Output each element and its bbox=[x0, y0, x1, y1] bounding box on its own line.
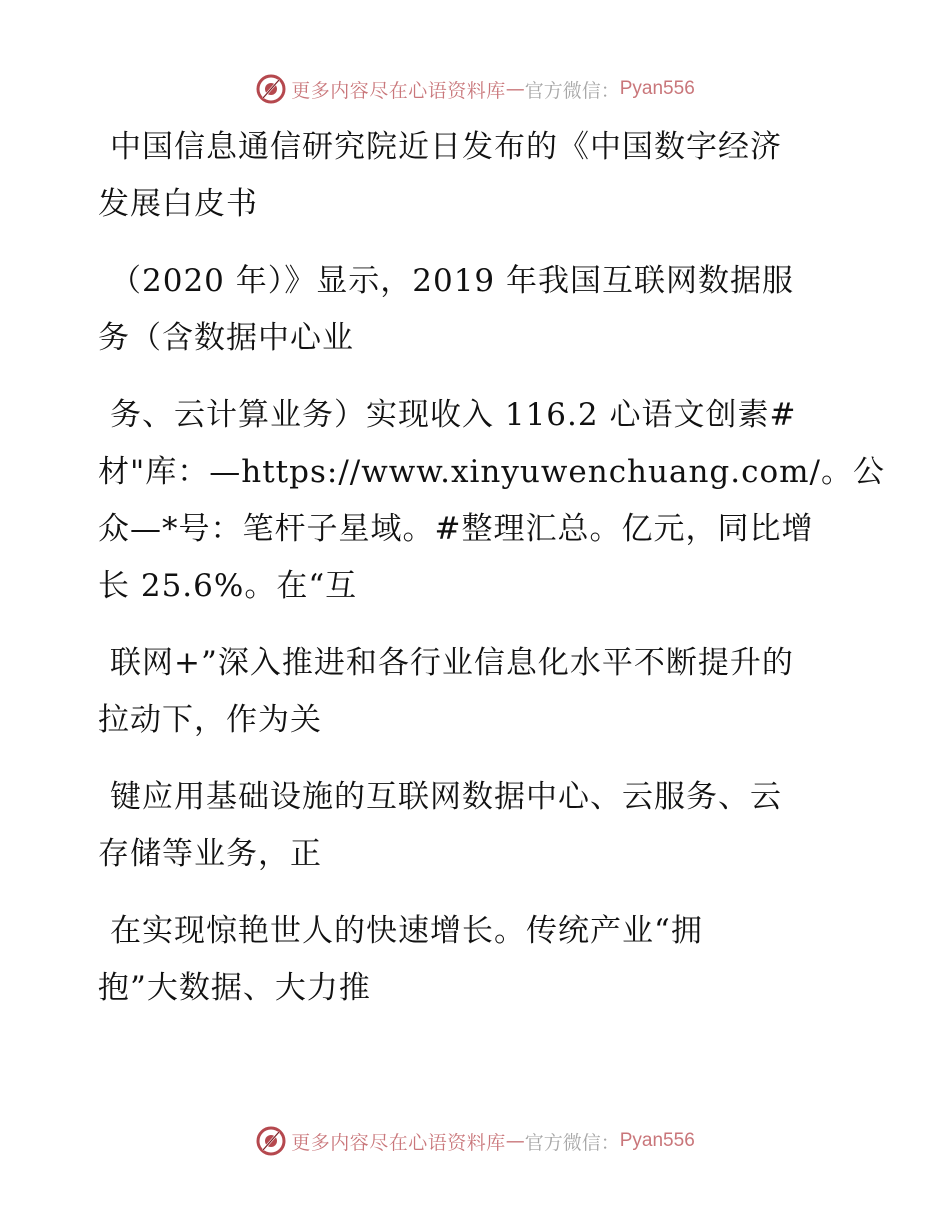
page-header-watermark bbox=[0, 72, 950, 106]
watermark-separator: — bbox=[505, 1130, 525, 1152]
watermark-wechat-id: Pyan556 bbox=[619, 1130, 695, 1151]
page-footer-watermark bbox=[0, 1124, 950, 1158]
text-line: 务、云计算业务）实现收入 116.2 心语文创素# bbox=[110, 397, 797, 433]
text-line: 中国信息通信研究院近日发布的《中国数字经济 bbox=[110, 129, 782, 165]
paragraph-5 bbox=[98, 774, 868, 888]
brand-logo-icon bbox=[255, 1125, 287, 1157]
text-line: 联网+”深入推进和各行业信息化水平不断提升的 bbox=[110, 645, 794, 681]
paragraph-6 bbox=[98, 908, 868, 1022]
text-line: 长 25.6%。在“互 bbox=[98, 568, 358, 604]
paragraph-3 bbox=[98, 392, 885, 620]
paragraph-4 bbox=[98, 640, 868, 754]
document-body bbox=[98, 124, 885, 1022]
text-line: 在实现惊艳世人的快速增长。传统产业“拥 bbox=[110, 913, 703, 949]
text-line: 抱”大数据、大力推 bbox=[98, 970, 371, 1006]
brand-logo-icon bbox=[255, 73, 287, 105]
watermark-separator: — bbox=[505, 78, 525, 100]
text-line: 存储等业务，正 bbox=[98, 836, 322, 872]
watermark-wechat-id: Pyan556 bbox=[619, 78, 695, 99]
text-line: 众—*号：笔杆子星域。#整理汇总。亿元，同比增 bbox=[98, 511, 814, 547]
text-line: 务（含数据中心业 bbox=[98, 320, 354, 356]
text-line: （2020 年）》显示，2019 年我国互联网数据服 bbox=[110, 263, 794, 299]
text-line: 发展白皮书 bbox=[98, 186, 258, 222]
paragraph-1 bbox=[98, 124, 868, 238]
watermark-wechat-label: 官方微信： bbox=[524, 1131, 620, 1154]
text-line: 材"库：—https://www.xinyuwenchuang.com/。公 bbox=[98, 454, 885, 490]
watermark-wechat-label: 官方微信： bbox=[524, 79, 620, 102]
text-line: 拉动下，作为关 bbox=[98, 702, 322, 738]
watermark-main-text: 更多内容尽在心语资料库 bbox=[291, 79, 506, 102]
text-line: 键应用基础设施的互联网数据中心、云服务、云 bbox=[110, 779, 782, 815]
watermark-main-text: 更多内容尽在心语资料库 bbox=[291, 1131, 506, 1154]
paragraph-2 bbox=[98, 258, 868, 372]
